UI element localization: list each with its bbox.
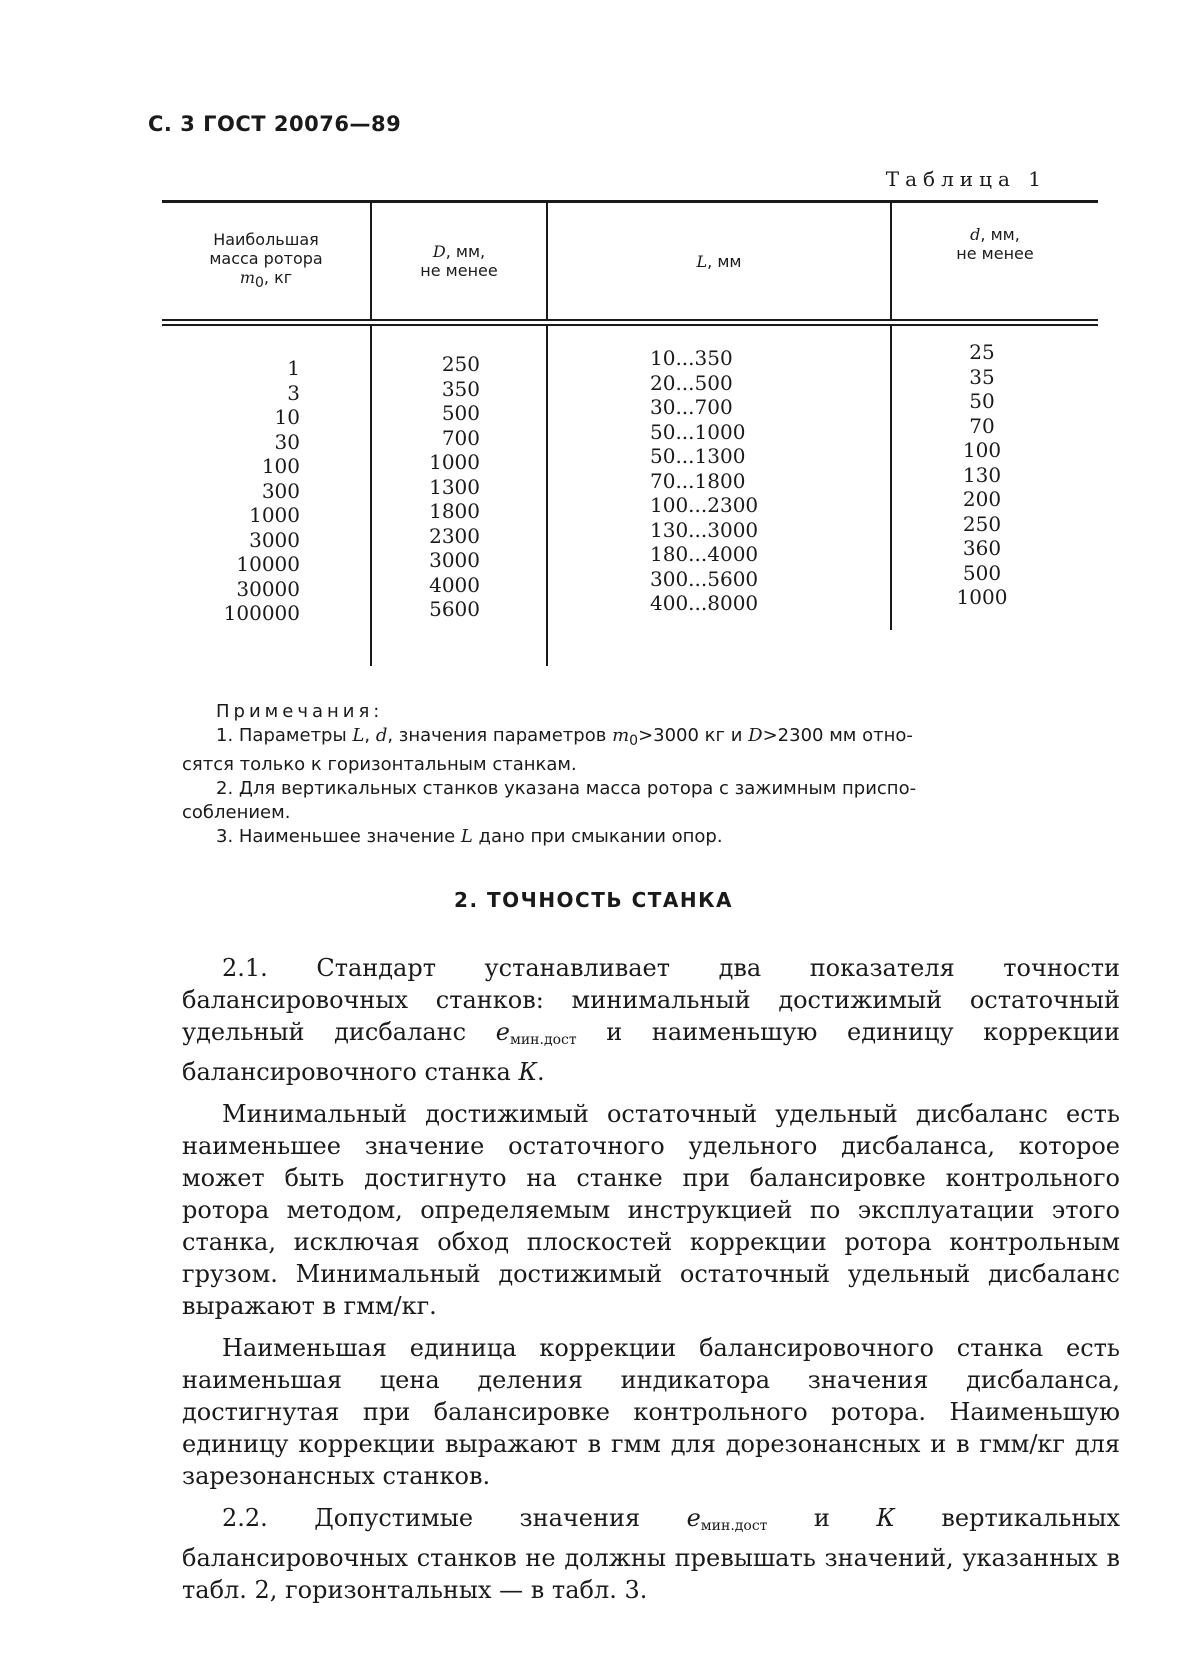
paragraph-2-2: 2.2. Допустимые значения $е_{мин.дост}$ и К вертикальных балансировочных станков не должны превышать значений, указанных в табл. 2, горизонтальных — в табл. 3. bbox=[182, 1504, 1120, 1604]
cell-diameter: 350 bbox=[441, 376, 480, 401]
cell-journal: 360 bbox=[962, 536, 1002, 560]
cell-mass: 30000 bbox=[236, 576, 300, 601]
header-journal-diameter: d, мм, не менее bbox=[956, 225, 1034, 263]
cell-diameter: 1300 bbox=[429, 474, 480, 499]
cell-length: 70...1800 bbox=[650, 468, 746, 493]
note-1-continued: сятся только к горизонтальным станкам. bbox=[182, 754, 577, 775]
cell-length: 50...1300 bbox=[650, 444, 746, 468]
header-mass: Наибольшая масса ротора m0, кг bbox=[209, 229, 323, 291]
cell-length: 30...700 bbox=[650, 395, 733, 419]
cell-mass: 300 bbox=[261, 478, 300, 503]
header-length: L, мм bbox=[696, 251, 742, 271]
cell-journal: 70 bbox=[969, 413, 995, 438]
column-diameter bbox=[372, 352, 480, 622]
cell-mass: 3000 bbox=[249, 527, 300, 552]
cell-diameter: 1800 bbox=[429, 499, 480, 523]
cell-journal: 130 bbox=[962, 462, 1002, 487]
cell-length: 10...350 bbox=[650, 346, 733, 370]
table-body bbox=[162, 326, 1098, 666]
note-2: 2. Для вертикальных станков указана масса ротора с зажимным приспо- bbox=[216, 778, 917, 799]
note-2-continued: соблением. bbox=[182, 802, 291, 823]
cell-mass: 100000 bbox=[223, 601, 300, 625]
column-mass bbox=[162, 356, 300, 626]
cell-length: 100...2300 bbox=[650, 493, 759, 517]
cell-length: 400...8000 bbox=[650, 591, 759, 615]
column-divider bbox=[546, 326, 548, 666]
table-1 bbox=[162, 200, 1098, 666]
cell-diameter: 3000 bbox=[429, 548, 480, 572]
note-1: 1. Параметры L, d, значения параметров $m_0>3000$ кг и D>2300 мм отно- bbox=[216, 725, 913, 749]
page-header: С. 3 ГОСТ 20076—89 bbox=[148, 112, 402, 136]
cell-diameter: 250 bbox=[441, 352, 480, 376]
cell-diameter: 1000 bbox=[429, 450, 480, 474]
cell-length: 20...500 bbox=[650, 370, 733, 395]
cell-length: 130...3000 bbox=[650, 517, 759, 542]
column-divider bbox=[890, 326, 892, 630]
cell-mass: 1000 bbox=[249, 503, 300, 527]
cell-length: 180...4000 bbox=[650, 542, 759, 566]
notes-title: Примечания: bbox=[216, 701, 384, 722]
paragraph-2-1: 2.1. Стандарт устанавливает два показателя точности балансировочных станков: минимальный достижимый остаточный удельный дисбаланс $е_{мин.дост}$ и наименьшую единицу коррекции балансировочного станка К. bbox=[182, 954, 1121, 1086]
column-length bbox=[650, 346, 850, 616]
cell-journal: 50 bbox=[969, 389, 995, 413]
cell-length: 300...5600 bbox=[650, 566, 759, 591]
cell-journal: 1000 bbox=[956, 585, 1008, 609]
note-3: 3. Наименьшее значение L дано при смыкании опор. bbox=[216, 826, 723, 847]
cell-mass: 3 bbox=[287, 380, 300, 405]
cell-mass: 10000 bbox=[236, 552, 300, 576]
cell-mass: 100 bbox=[261, 454, 300, 478]
cell-journal: 500 bbox=[962, 560, 1002, 585]
cell-mass: 10 bbox=[274, 405, 300, 429]
paragraph-definition-unbalance: Минимальный достижимый остаточный удельный дисбаланс есть наименьшее значение остаточного удельного дисбаланса, которое может быть достигнуто на станке при балансировке контрольного ротора методом, определяемым инструкцией по эксплуатации этого станка, исключая обход плоскостей коррекции ротора контрольным грузом. Минимальный достижимый остаточный удельный дисбаланс выражают в гмм/кг. bbox=[182, 1100, 1120, 1320]
cell-mass: 30 bbox=[274, 429, 300, 454]
table-caption: Таблица 1 bbox=[885, 167, 1047, 191]
cell-journal: 25 bbox=[969, 340, 995, 364]
cell-journal: 200 bbox=[962, 487, 1002, 511]
cell-length: 50...1000 bbox=[650, 419, 746, 444]
cell-journal: 250 bbox=[962, 511, 1002, 536]
cell-mass: 1 bbox=[287, 356, 300, 380]
cell-journal: 35 bbox=[969, 364, 995, 389]
cell-diameter: 4000 bbox=[429, 572, 480, 597]
table-header-rule bbox=[162, 319, 1098, 326]
cell-diameter: 5600 bbox=[429, 597, 480, 621]
cell-diameter: 700 bbox=[441, 425, 480, 450]
cell-journal: 100 bbox=[962, 438, 1002, 462]
column-journal-diameter bbox=[942, 340, 1022, 610]
cell-diameter: 2300 bbox=[429, 523, 480, 548]
table-header-row bbox=[162, 203, 1098, 319]
table-notes bbox=[182, 700, 1106, 849]
section-body bbox=[182, 952, 1120, 1616]
cell-diameter: 500 bbox=[441, 401, 480, 425]
paragraph-definition-correction: Наименьшая единица коррекции балансировочного станка есть наименьшая цена деления индикатора значения дисбаланса, достигнутая при балансировке контрольного ротора. Наименьшую единицу коррекции выражают в гмм для дорезонансных и в гмм/кг для зарезонансных станков. bbox=[182, 1334, 1120, 1490]
section-title: 2. ТОЧНОСТЬ СТАНКА bbox=[454, 888, 733, 912]
header-diameter: D, мм, не менее bbox=[420, 242, 498, 280]
